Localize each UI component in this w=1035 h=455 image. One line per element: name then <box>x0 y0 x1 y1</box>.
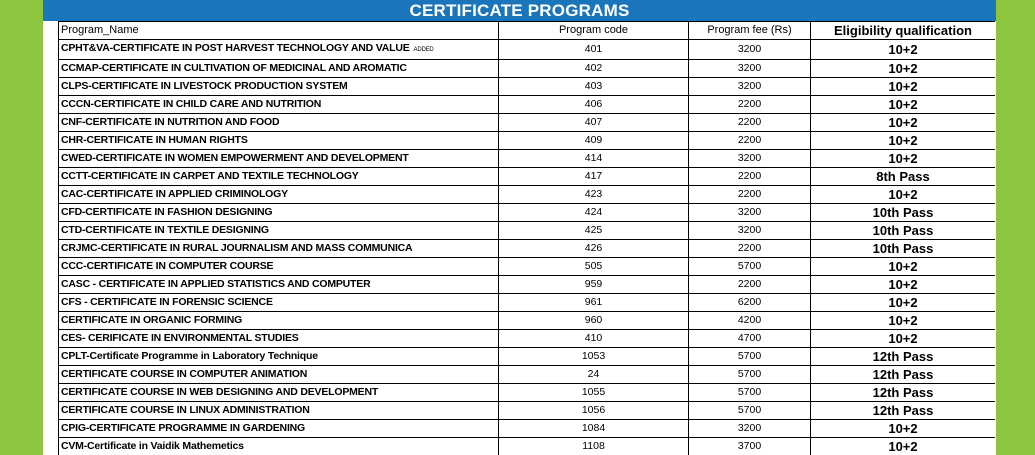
program-name-cell <box>59 96 499 114</box>
eligibility-cell: 10+2 <box>811 258 996 276</box>
table-row <box>59 312 996 330</box>
program-code-cell: 409 <box>499 132 689 150</box>
program-name: CERTIFICATE IN ORGANIC FORMING <box>61 314 243 326</box>
eligibility-cell: 12th Pass <box>811 366 996 384</box>
eligibility-cell: 10+2 <box>811 96 996 114</box>
added-tag: ADDED <box>413 47 434 53</box>
program-fee-cell: 4200 <box>689 312 811 330</box>
program-name-cell <box>59 132 499 150</box>
program-fee-cell: 3200 <box>689 150 811 168</box>
eligibility-cell: 10+2 <box>811 132 996 150</box>
program-name: CWED-CERTIFICATE IN WOMEN EMPOWERMENT AND DEVELOPMENT <box>61 152 409 164</box>
eligibility-cell: 10+2 <box>811 420 996 438</box>
program-fee-cell: 3700 <box>689 438 811 455</box>
program-code-cell: 959 <box>499 276 689 294</box>
program-fee-cell: 2200 <box>689 132 811 150</box>
eligibility-cell: 10+2 <box>811 438 996 455</box>
program-name-cell <box>59 366 499 384</box>
table-row <box>59 438 996 455</box>
program-name: CFS - CERTIFICATE IN FORENSIC SCIENCE <box>61 296 273 308</box>
program-code-cell: 417 <box>499 168 689 186</box>
program-name-cell <box>59 78 499 96</box>
table-row <box>59 240 996 258</box>
program-name: CNF-CERTIFICATE IN NUTRITION AND FOOD <box>61 116 280 128</box>
program-name-cell <box>59 330 499 348</box>
table-row <box>59 150 996 168</box>
program-fee-cell: 5700 <box>689 384 811 402</box>
program-name-cell <box>59 150 499 168</box>
table-row <box>59 114 996 132</box>
table-row <box>59 96 996 114</box>
eligibility-cell: 10+2 <box>811 40 996 60</box>
program-fee-cell: 2200 <box>689 276 811 294</box>
program-name-cell <box>59 384 499 402</box>
program-name: CPLT-Certificate Programme in Laboratory Technique <box>61 350 318 362</box>
program-name-cell <box>59 168 499 186</box>
eligibility-cell: 10+2 <box>811 78 996 96</box>
eligibility-cell: 10+2 <box>811 276 996 294</box>
program-fee-cell: 2200 <box>689 96 811 114</box>
program-name: CES- CERIFICATE IN ENVIRONMENTAL STUDIES <box>61 332 299 344</box>
program-name: CERTIFICATE COURSE IN LINUX ADMINISTRATION <box>61 404 310 416</box>
program-name-cell <box>59 438 499 455</box>
program-name-cell <box>59 420 499 438</box>
program-name-cell <box>59 348 499 366</box>
eligibility-cell: 12th Pass <box>811 402 996 420</box>
program-fee-cell: 5700 <box>689 402 811 420</box>
eligibility-cell: 10+2 <box>811 312 996 330</box>
eligibility-cell: 10+2 <box>811 294 996 312</box>
program-name: CCC-CERTIFICATE IN COMPUTER COURSE <box>61 260 274 272</box>
program-code-cell: 1056 <box>499 402 689 420</box>
program-name: CCMAP-CERTIFICATE IN CULTIVATION OF MEDICINAL AND AROMATIC <box>61 62 407 74</box>
program-name-cell <box>59 402 499 420</box>
left-green-margin <box>0 0 43 455</box>
program-fee-cell: 3200 <box>689 222 811 240</box>
table-row <box>59 222 996 240</box>
table-row <box>59 132 996 150</box>
program-name-cell <box>59 294 499 312</box>
program-name: CPHT&VA-CERTIFICATE IN POST HARVEST TECHNOLOGY AND VALUE <box>61 42 410 54</box>
program-name: CAC-CERTIFICATE IN APPLIED CRIMINOLOGY <box>61 188 288 200</box>
programs-table <box>58 21 995 455</box>
program-fee-cell: 2200 <box>689 186 811 204</box>
program-fee-cell: 3200 <box>689 78 811 96</box>
table-row <box>59 420 996 438</box>
program-code-cell: 1108 <box>499 438 689 455</box>
header-program-fee: Program fee (Rs) <box>689 22 811 40</box>
program-name: CERTIFICATE COURSE IN WEB DESIGNING AND DEVELOPMENT <box>61 386 379 398</box>
program-name-cell <box>59 204 499 222</box>
program-fee-cell: 2200 <box>689 240 811 258</box>
program-name-cell <box>59 276 499 294</box>
eligibility-cell: 10+2 <box>811 150 996 168</box>
program-name: CASC - CERTIFICATE IN APPLIED STATISTICS AND COMPUTER <box>61 278 371 290</box>
program-fee-cell: 2200 <box>689 168 811 186</box>
table-row <box>59 402 996 420</box>
program-name: CCTT-CERTIFICATE IN CARPET AND TEXTILE TECHNOLOGY <box>61 170 359 182</box>
program-fee-cell: 3200 <box>689 60 811 78</box>
program-code-cell: 414 <box>499 150 689 168</box>
program-code-cell: 425 <box>499 222 689 240</box>
eligibility-cell: 10+2 <box>811 60 996 78</box>
table-header-row <box>59 22 996 40</box>
program-fee-cell: 6200 <box>689 294 811 312</box>
program-code-cell: 24 <box>499 366 689 384</box>
table-row <box>59 40 996 60</box>
program-name: CRJMC-CERTIFICATE IN RURAL JOURNALISM AND MASS COMMUNICA <box>61 242 413 254</box>
table-row <box>59 204 996 222</box>
program-code-cell: 403 <box>499 78 689 96</box>
program-name-cell <box>59 186 499 204</box>
eligibility-cell: 12th Pass <box>811 384 996 402</box>
program-name-cell <box>59 240 499 258</box>
header-program-code: Program code <box>499 22 689 40</box>
table-row <box>59 330 996 348</box>
program-name: CFD-CERTIFICATE IN FASHION DESIGNING <box>61 206 273 218</box>
eligibility-cell: 10th Pass <box>811 204 996 222</box>
programs-table-container <box>58 21 995 455</box>
program-code-cell: 402 <box>499 60 689 78</box>
eligibility-cell: 8th Pass <box>811 168 996 186</box>
table-row <box>59 258 996 276</box>
program-fee-cell: 5700 <box>689 366 811 384</box>
program-code-cell: 960 <box>499 312 689 330</box>
table-row <box>59 384 996 402</box>
header-eligibility: Eligibility qualification <box>811 22 996 40</box>
table-row <box>59 60 996 78</box>
program-code-cell: 505 <box>499 258 689 276</box>
eligibility-cell: 10th Pass <box>811 240 996 258</box>
table-row <box>59 348 996 366</box>
program-code-cell: 424 <box>499 204 689 222</box>
program-name-cell <box>59 60 499 78</box>
program-code-cell: 410 <box>499 330 689 348</box>
program-fee-cell: 2200 <box>689 114 811 132</box>
table-row <box>59 186 996 204</box>
program-code-cell: 401 <box>499 40 689 60</box>
program-code-cell: 1053 <box>499 348 689 366</box>
program-code-cell: 407 <box>499 114 689 132</box>
program-fee-cell: 3200 <box>689 204 811 222</box>
table-row <box>59 366 996 384</box>
program-code-cell: 423 <box>499 186 689 204</box>
program-code-cell: 1055 <box>499 384 689 402</box>
table-row <box>59 276 996 294</box>
eligibility-cell: 12th Pass <box>811 348 996 366</box>
table-row <box>59 168 996 186</box>
program-fee-cell: 5700 <box>689 258 811 276</box>
right-green-margin <box>996 0 1035 455</box>
program-name: CTD-CERTIFICATE IN TEXTILE DESIGNING <box>61 224 269 236</box>
program-name: CLPS-CERTIFICATE IN LIVESTOCK PRODUCTION SYSTEM <box>61 80 348 92</box>
program-name: CPIG-CERTIFICATE PROGRAMME IN GARDENING <box>61 422 306 434</box>
eligibility-cell: 10+2 <box>811 114 996 132</box>
program-code-cell: 406 <box>499 96 689 114</box>
header-program-name: Program_Name <box>59 22 499 40</box>
page-title: CERTIFICATE PROGRAMS <box>43 0 996 21</box>
program-name-cell <box>59 114 499 132</box>
program-fee-cell: 4700 <box>689 330 811 348</box>
program-name: CHR-CERTIFICATE IN HUMAN RIGHTS <box>61 134 248 146</box>
program-fee-cell: 5700 <box>689 348 811 366</box>
program-name-cell <box>59 40 499 60</box>
program-name: CERTIFICATE COURSE IN COMPUTER ANIMATION <box>61 368 308 380</box>
program-fee-cell: 3200 <box>689 40 811 60</box>
eligibility-cell: 10th Pass <box>811 222 996 240</box>
program-code-cell: 961 <box>499 294 689 312</box>
program-name-cell <box>59 258 499 276</box>
table-row <box>59 78 996 96</box>
program-name-cell <box>59 222 499 240</box>
eligibility-cell: 10+2 <box>811 330 996 348</box>
table-row <box>59 294 996 312</box>
program-name-cell <box>59 312 499 330</box>
eligibility-cell: 10+2 <box>811 186 996 204</box>
program-code-cell: 426 <box>499 240 689 258</box>
program-name: CVM-Certificate in Vaidik Mathemetics <box>61 440 244 452</box>
program-name: CCCN-CERTIFICATE IN CHILD CARE AND NUTRITION <box>61 98 322 110</box>
program-fee-cell: 3200 <box>689 420 811 438</box>
program-code-cell: 1084 <box>499 420 689 438</box>
